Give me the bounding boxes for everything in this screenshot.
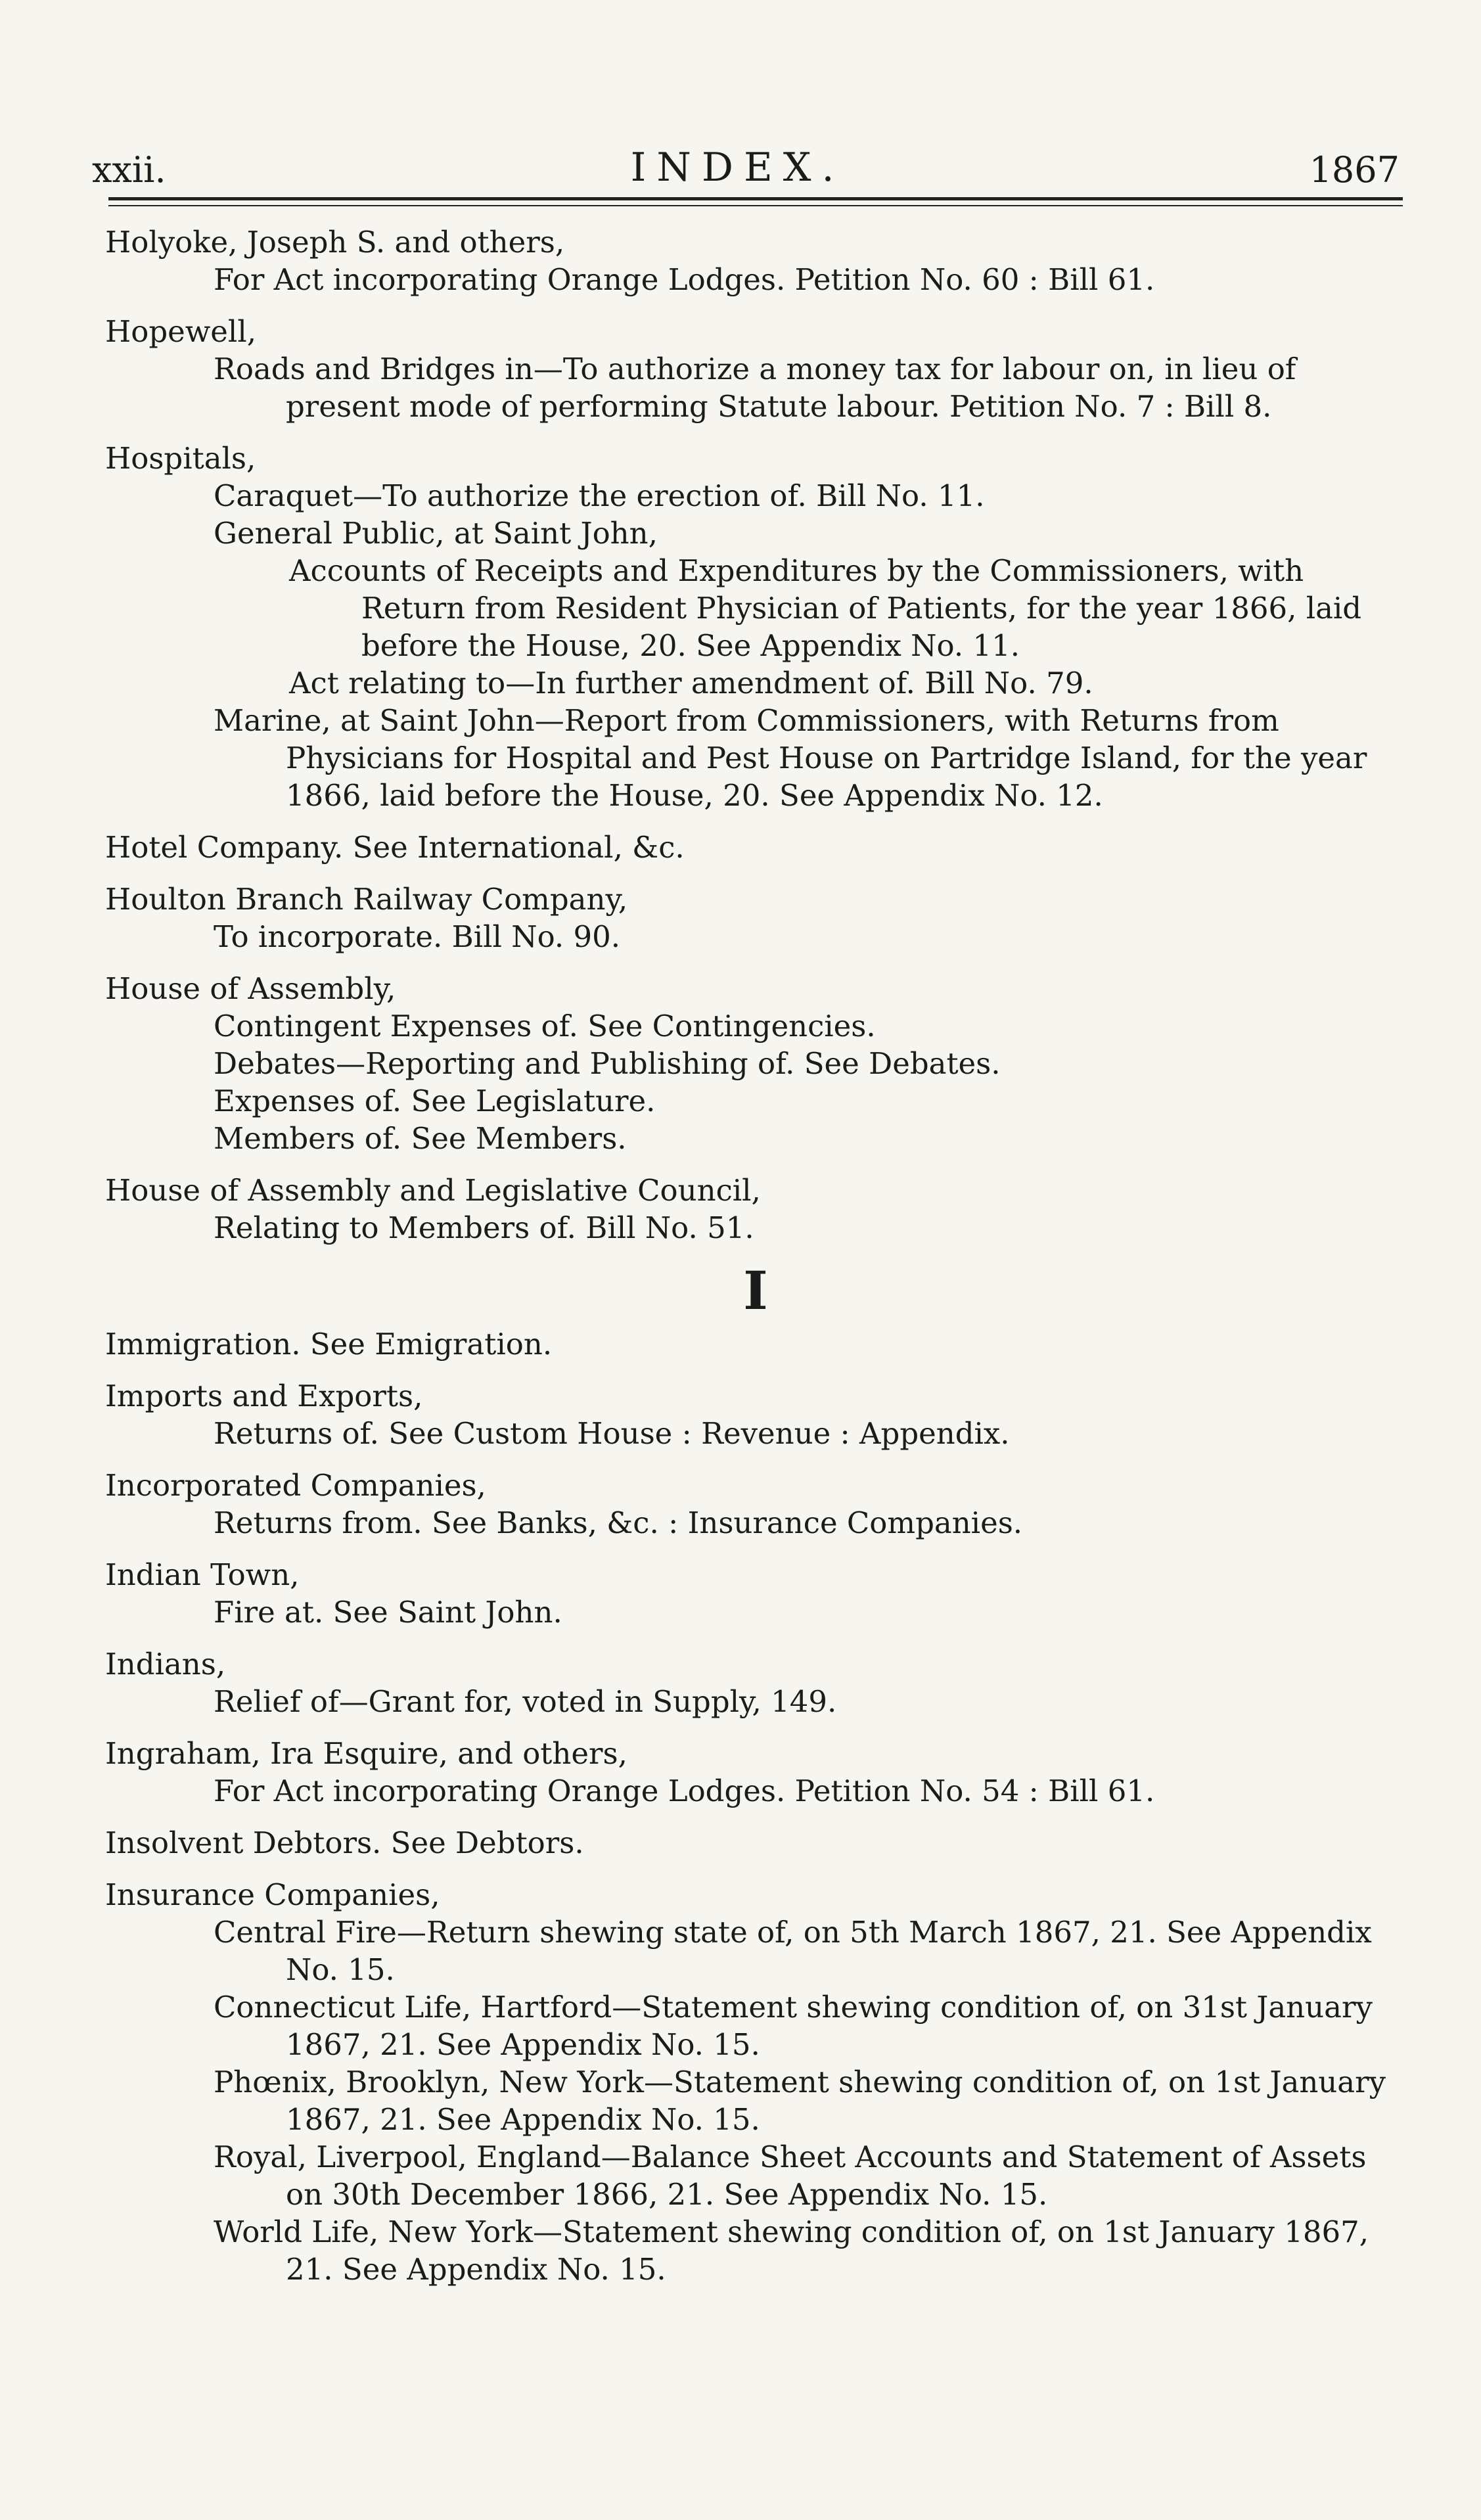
page-header — [92, 131, 1400, 191]
entry-subsubitem: Act relating to—In further amendment of. Bill No. 79. — [289, 666, 1093, 700]
entry-subitem: Fire at. See Saint John. — [214, 1595, 562, 1630]
entry-subitem: Marine, at Saint John—Report from Commissioners, with Returns from Physicians for Hospital and Pest House on Partridge Island, for the year 1866, laid before the House, 20. See Appendix No. 12. — [214, 703, 1367, 813]
index-entry — [105, 313, 1406, 425]
entry-heading: Hopewell, — [105, 314, 257, 349]
header-rule-thin — [108, 205, 1403, 206]
entry-subitem: Debates—Reporting and Publishing of. See Debates. — [214, 1046, 1001, 1081]
entry-heading: Insolvent Debtors. See Debtors. — [105, 1825, 584, 1860]
page-number: xxii. — [92, 149, 166, 191]
index-entry — [105, 223, 1406, 298]
entry-heading: Hotel Company. See International, &c. — [105, 830, 685, 865]
entry-heading: Houlton Branch Railway Company, — [105, 882, 628, 917]
entry-heading: Immigration. See Emigration. — [105, 1327, 553, 1362]
entry-heading: Insurance Companies, — [105, 1877, 440, 1912]
entry-heading: House of Assembly and Legislative Council, — [105, 1173, 761, 1208]
index-entry — [105, 1172, 1406, 1247]
entry-heading: House of Assembly, — [105, 971, 396, 1006]
entry-subitem: World Life, New York—Statement shewing condition of, on 1st January 1867, 21. See Appendix No. 15. — [214, 2214, 1369, 2287]
section-letter: I — [743, 1260, 768, 1321]
index-entry — [105, 1876, 1406, 2288]
entry-subitem: Returns from. See Banks, &c. : Insurance Companies. — [214, 1505, 1023, 1540]
header-year: 1867 — [1309, 149, 1400, 191]
index-entry — [105, 1735, 1406, 1810]
entry-heading: Hospitals, — [105, 441, 256, 476]
index-entry — [105, 1325, 1406, 1363]
entry-heading: Indians, — [105, 1647, 226, 1682]
index-entry — [105, 440, 1406, 814]
entry-subitem: For Act incorporating Orange Lodges. Petition No. 60 : Bill 61. — [214, 262, 1155, 297]
entry-subitem: Contingent Expenses of. See Contingencies. — [214, 1009, 876, 1043]
entry-subitem: Members of. See Members. — [214, 1121, 627, 1156]
entry-subitem: General Public, at Saint John, — [214, 516, 658, 551]
index-entry — [105, 1467, 1406, 1542]
entry-heading: Ingraham, Ira Esquire, and others, — [105, 1736, 627, 1771]
header-rule-thick — [108, 197, 1403, 200]
entry-subitem: Connecticut Life, Hartford—Statement shewing condition of, on 31st January 1867, 21. See Appendix No. 15. — [214, 1990, 1373, 2062]
index-entry — [105, 829, 1406, 866]
index-entry — [105, 1556, 1406, 1631]
entry-subitem: Expenses of. See Legislature. — [214, 1084, 656, 1118]
entry-subitem: For Act incorporating Orange Lodges. Petition No. 54 : Bill 61. — [214, 1774, 1155, 1808]
entry-heading: Holyoke, Joseph S. and others, — [105, 225, 565, 260]
index-entry — [105, 970, 1406, 1157]
entry-subitem: Caraquet—To authorize the erection of. Bill No. 11. — [214, 478, 985, 513]
entry-subitem: Roads and Bridges in—To authorize a money tax for labour on, in lieu of present mode of performing Statute labour. Petition No. 7 : Bill 8. — [214, 352, 1296, 424]
entry-heading: Imports and Exports, — [105, 1379, 423, 1413]
entry-subitem: Relief of—Grant for, voted in Supply, 149. — [214, 1684, 837, 1719]
entry-subitem: To incorporate. Bill No. 90. — [214, 919, 621, 954]
index-entry — [105, 881, 1406, 955]
entry-subitem: Central Fire—Return shewing state of, on 5th March 1867, 21. See Appendix No. 15. — [214, 1915, 1372, 1987]
entry-subitem: Royal, Liverpool, England—Balance Sheet Accounts and Statement of Assets on 30th December 1866, 21. See Appendix No. 15. — [214, 2140, 1367, 2212]
entry-subitem: Relating to Members of. Bill No. 51. — [214, 1210, 754, 1245]
entry-subitem: Phœnix, Brooklyn, New York—Statement shewing condition of, on 1st January 1867, 21. See Appendix No. 15. — [214, 2065, 1386, 2137]
entry-heading: Indian Town, — [105, 1557, 300, 1592]
index-content — [105, 223, 1406, 2302]
entry-heading: Incorporated Companies, — [105, 1468, 486, 1503]
index-entry — [105, 1645, 1406, 1720]
index-entry — [105, 1377, 1406, 1452]
page-title: INDEX. — [630, 145, 845, 191]
entry-subitem: Returns of. See Custom House : Revenue : Appendix. — [214, 1416, 1010, 1451]
entry-subsubitem: Accounts of Receipts and Expenditures by the Commissioners, with Return from Resident Physician of Patients, for the year 1866, laid before the House, 20. See Appendix No. 11. — [289, 553, 1362, 663]
index-entry — [105, 1824, 1406, 1862]
